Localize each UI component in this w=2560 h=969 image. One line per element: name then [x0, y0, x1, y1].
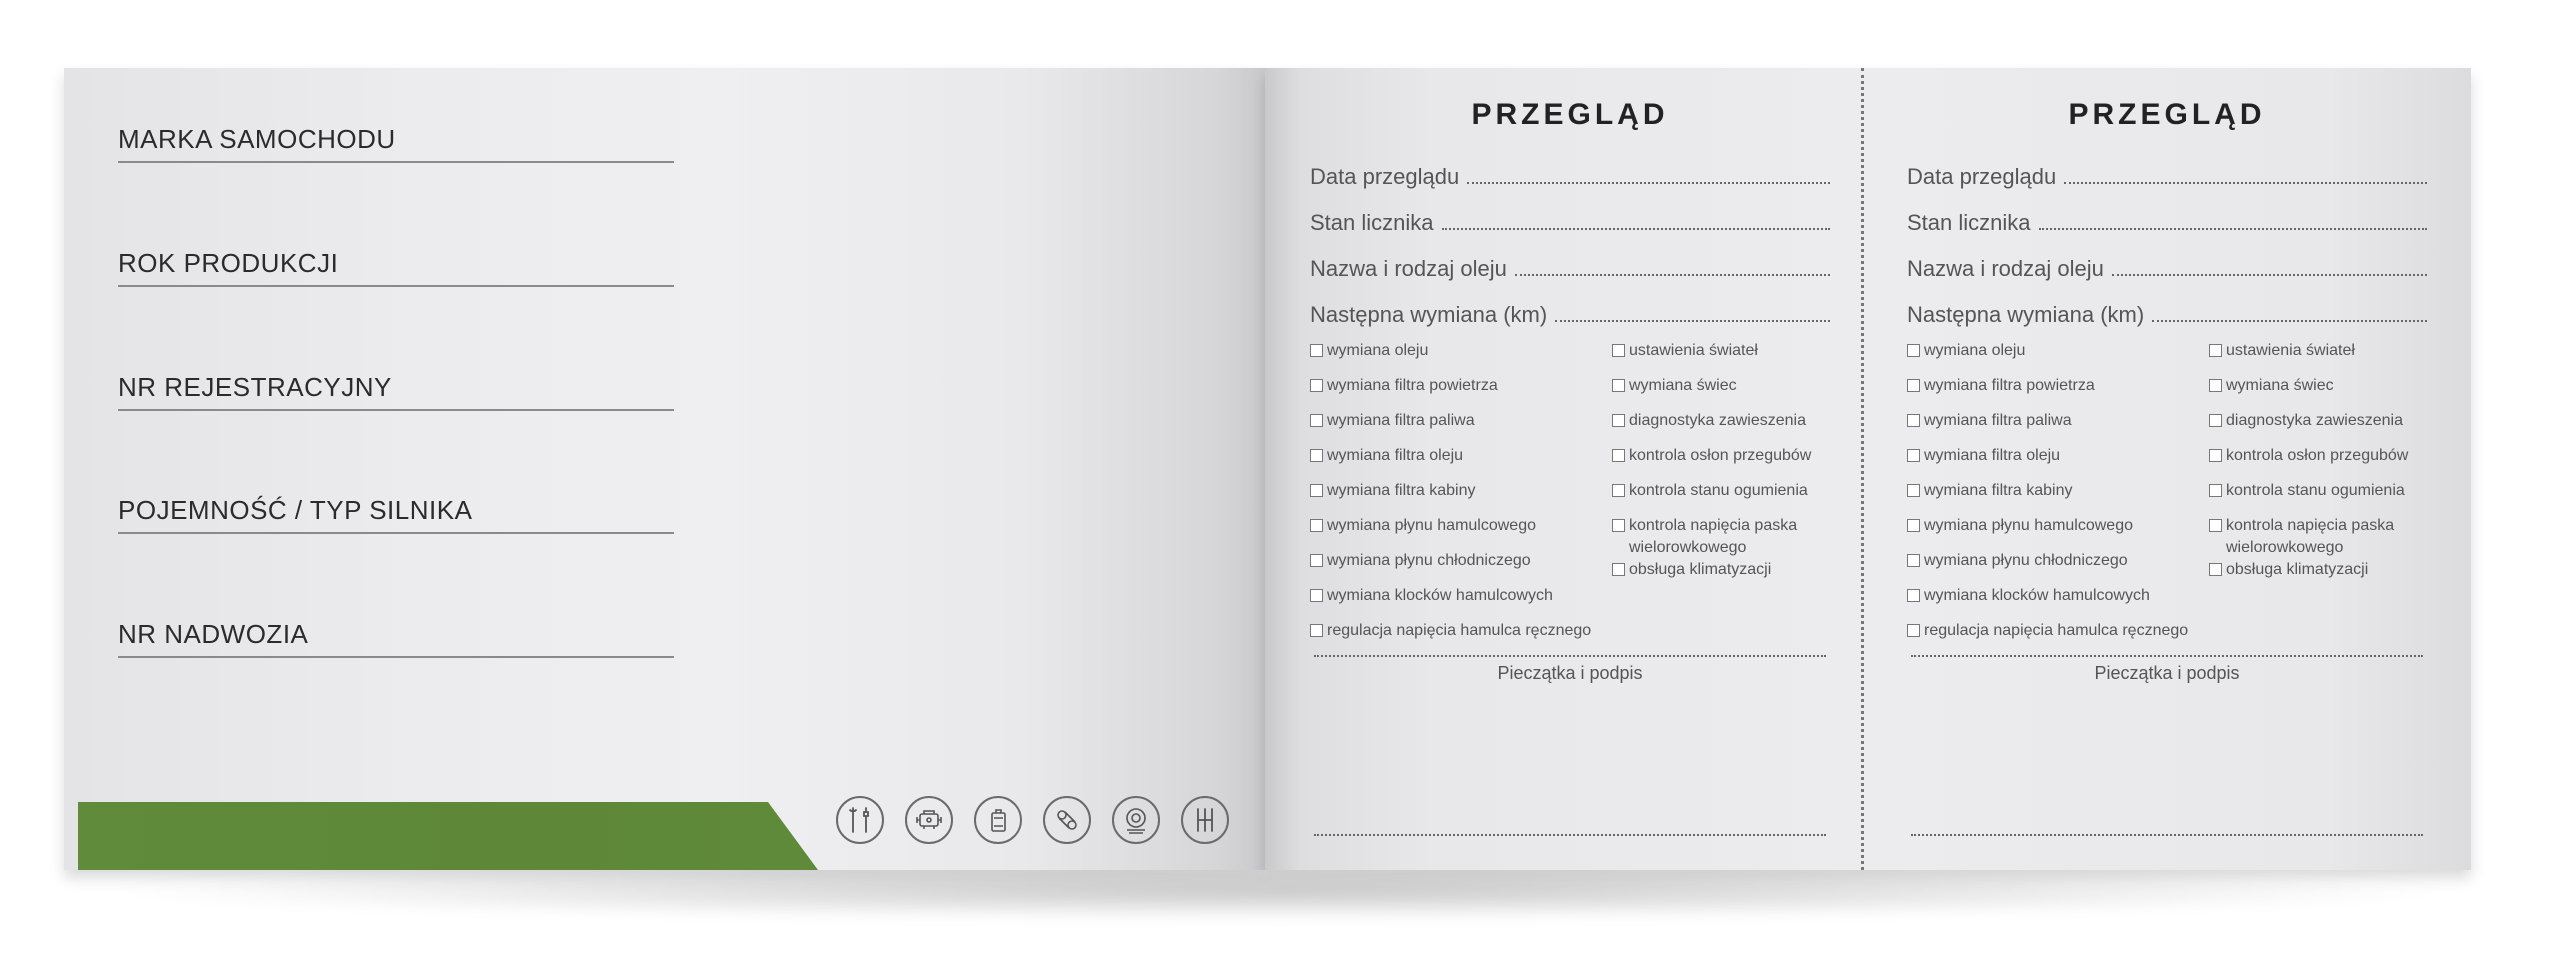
right-page [1265, 68, 2471, 870]
check-label: kontrola napięcia paska wielorowkowego [2226, 517, 2395, 556]
check-label: wymiana filtra paliwa [1327, 412, 1475, 429]
check-item[interactable] [1907, 480, 2209, 515]
check-label: diagnostyka zawieszenia [2226, 412, 2403, 429]
checkbox[interactable] [1612, 563, 1625, 576]
checkbox[interactable] [2209, 379, 2222, 392]
check-item[interactable] [1310, 445, 1612, 480]
check-item[interactable] [2209, 445, 2427, 480]
checkbox[interactable] [1310, 414, 1323, 427]
check-item[interactable] [1612, 445, 1830, 480]
left-page [64, 68, 1265, 870]
inspection-section-2 [1907, 68, 2427, 684]
checkbox[interactable] [2209, 449, 2222, 462]
check-item[interactable] [1310, 550, 1612, 585]
field-marka[interactable] [118, 124, 674, 163]
check-item[interactable] [1612, 375, 1830, 410]
check-label: wymiana płynu hamulcowego [1327, 517, 1536, 534]
checkbox[interactable] [1907, 379, 1920, 392]
checkbox[interactable] [2209, 414, 2222, 427]
service-icons [836, 796, 1229, 844]
check-item[interactable] [2209, 375, 2427, 410]
checkbox[interactable] [1310, 344, 1323, 357]
checklist-column-right [1612, 340, 1830, 655]
field-pojemnosc[interactable] [118, 495, 674, 534]
checkbox[interactable] [1907, 589, 1920, 602]
check-label: kontrola napięcia paska wielorowkowego [1629, 517, 1798, 556]
check-label: obsługa klimatyzacji [2226, 561, 2369, 578]
field-rejestracja[interactable] [118, 372, 674, 411]
check-item[interactable] [1907, 550, 2209, 585]
check-label: wymiana filtra kabiny [1327, 482, 1476, 499]
check-label: wymiana oleju [1924, 342, 2026, 359]
checkbox[interactable] [1612, 449, 1625, 462]
check-item[interactable] [2209, 515, 2427, 559]
check-item[interactable] [1907, 340, 2209, 375]
check-item[interactable] [1310, 410, 1612, 445]
checkbox[interactable] [1612, 344, 1625, 357]
info-line-odometer[interactable] [1907, 190, 2427, 236]
checkbox[interactable] [1310, 449, 1323, 462]
check-label: wymiana filtra kabiny [1924, 482, 2073, 499]
check-item[interactable] [1907, 620, 2209, 655]
info-line-odometer[interactable] [1310, 190, 1830, 236]
info-label: Następna wymiana (km) [1907, 302, 2145, 327]
checkbox[interactable] [1310, 484, 1323, 497]
gearshift-icon [1181, 796, 1229, 844]
check-item[interactable] [2209, 559, 2427, 594]
timing-belt-icon [1043, 796, 1091, 844]
field-label: NR REJESTRACYJNY [118, 372, 674, 411]
check-item[interactable] [2209, 340, 2427, 375]
info-line-date[interactable] [1907, 144, 2427, 190]
check-item[interactable] [2209, 480, 2427, 515]
check-label: ustawienia świateł [1629, 342, 1758, 359]
info-label: Nazwa i rodzaj oleju [1907, 256, 2104, 281]
bottom-signature-line[interactable] [1314, 834, 1826, 836]
check-label: wymiana oleju [1327, 342, 1429, 359]
info-line-oil[interactable] [1310, 236, 1830, 282]
bottom-signature-line[interactable] [1911, 834, 2423, 836]
oil-canister-icon [974, 796, 1022, 844]
checkbox[interactable] [1907, 554, 1920, 567]
check-label: kontrola stanu ogumienia [1629, 482, 1808, 499]
checkbox[interactable] [2209, 484, 2222, 497]
check-item[interactable] [1612, 559, 1830, 594]
check-label: wymiana filtra oleju [1924, 447, 2061, 464]
check-item[interactable] [1907, 375, 2209, 410]
info-label: Następna wymiana (km) [1310, 302, 1548, 327]
check-label: kontrola osłon przegubów [2226, 447, 2409, 464]
signature-line [1314, 655, 1826, 657]
check-label: regulacja napięcia hamulca ręcznego [1327, 622, 1592, 639]
check-item[interactable] [1907, 585, 2209, 620]
page-divider [1861, 68, 1864, 870]
check-label: wymiana klocków hamulcowych [1924, 587, 2150, 604]
check-label: wymiana klocków hamulcowych [1327, 587, 1553, 604]
checklist [1310, 340, 1830, 655]
check-label: wymiana filtra powietrza [1924, 377, 2095, 394]
checkbox[interactable] [1612, 484, 1625, 497]
info-label: Stan licznika [1310, 210, 1434, 235]
info-label: Data przeglądu [1310, 164, 1460, 189]
checkbox[interactable] [1612, 519, 1625, 532]
check-item[interactable] [1612, 410, 1830, 445]
check-item[interactable] [1310, 480, 1612, 515]
info-line-oil[interactable] [1907, 236, 2427, 282]
info-label: Data przeglądu [1907, 164, 2057, 189]
checkbox[interactable] [1310, 554, 1323, 567]
green-accent-band [78, 802, 818, 870]
check-label: wymiana filtra paliwa [1924, 412, 2072, 429]
check-item[interactable] [1310, 340, 1612, 375]
signature-label: Pieczątka i podpis [2094, 663, 2240, 683]
check-label: wymiana filtra oleju [1327, 447, 1464, 464]
tire-icon [1112, 796, 1160, 844]
checkbox[interactable] [1907, 344, 1920, 357]
field-rok[interactable] [118, 248, 674, 287]
checkbox[interactable] [1310, 624, 1323, 637]
field-label: ROK PRODUKCJI [118, 248, 674, 287]
checkbox[interactable] [2209, 563, 2222, 576]
checkbox[interactable] [1612, 414, 1625, 427]
check-label: kontrola osłon przegubów [1629, 447, 1812, 464]
field-nadwozie[interactable] [118, 619, 674, 658]
check-item[interactable] [1612, 480, 1830, 515]
check-item[interactable] [1907, 445, 2209, 480]
check-item[interactable] [1310, 375, 1612, 410]
checkbox[interactable] [1907, 414, 1920, 427]
check-label: diagnostyka zawieszenia [1629, 412, 1806, 429]
checklist-column-left [1907, 340, 2209, 655]
check-label: obsługa klimatyzacji [1629, 561, 1772, 578]
checkbox[interactable] [1907, 519, 1920, 532]
check-item[interactable] [1907, 410, 2209, 445]
check-label: ustawienia świateł [2226, 342, 2355, 359]
check-item[interactable] [1310, 515, 1612, 550]
info-label: Stan licznika [1907, 210, 2031, 235]
check-label: wymiana świec [1629, 377, 1737, 394]
section-title: PRZEGLĄD [2068, 98, 2266, 131]
check-label: wymiana płynu chłodniczego [1924, 552, 2128, 569]
check-item[interactable] [1310, 585, 1612, 620]
check-item[interactable] [1310, 620, 1612, 655]
signature-line [1911, 655, 2423, 657]
checkbox[interactable] [1612, 379, 1625, 392]
checkbox[interactable] [1310, 589, 1323, 602]
field-label: NR NADWOZIA [118, 619, 674, 658]
check-label: wymiana płynu hamulcowego [1924, 517, 2133, 534]
signature-label: Pieczątka i podpis [1497, 663, 1643, 683]
checklist-column-right [2209, 340, 2427, 655]
check-item[interactable] [1612, 515, 1830, 559]
engine-icon [905, 796, 953, 844]
checklist [1907, 340, 2427, 655]
section-title: PRZEGLĄD [1471, 98, 1669, 131]
checkbox[interactable] [1310, 519, 1323, 532]
check-label: kontrola stanu ogumienia [2226, 482, 2405, 499]
check-label: wymiana filtra powietrza [1327, 377, 1498, 394]
field-label: POJEMNOŚĆ / TYP SILNIKA [118, 495, 674, 534]
checkbox[interactable] [2209, 344, 2222, 357]
info-line-next-change[interactable] [1310, 282, 1830, 328]
checkbox[interactable] [1907, 449, 1920, 462]
checkbox[interactable] [1907, 484, 1920, 497]
checkbox[interactable] [2209, 519, 2222, 532]
checkbox[interactable] [1310, 379, 1323, 392]
info-label: Nazwa i rodzaj oleju [1310, 256, 1507, 281]
check-item[interactable] [1612, 340, 1830, 375]
checklist-column-left [1310, 340, 1612, 655]
check-item[interactable] [2209, 410, 2427, 445]
info-line-date[interactable] [1310, 144, 1830, 190]
field-label: MARKA SAMOCHODU [118, 124, 674, 163]
check-label: wymiana świec [2226, 377, 2334, 394]
check-label: regulacja napięcia hamulca ręcznego [1924, 622, 2189, 639]
check-item[interactable] [1907, 515, 2209, 550]
info-line-next-change[interactable] [1907, 282, 2427, 328]
inspection-section-1 [1310, 68, 1830, 684]
check-label: wymiana płynu chłodniczego [1327, 552, 1531, 569]
checkbox[interactable] [1907, 624, 1920, 637]
wrench-screwdriver-icon [836, 796, 884, 844]
